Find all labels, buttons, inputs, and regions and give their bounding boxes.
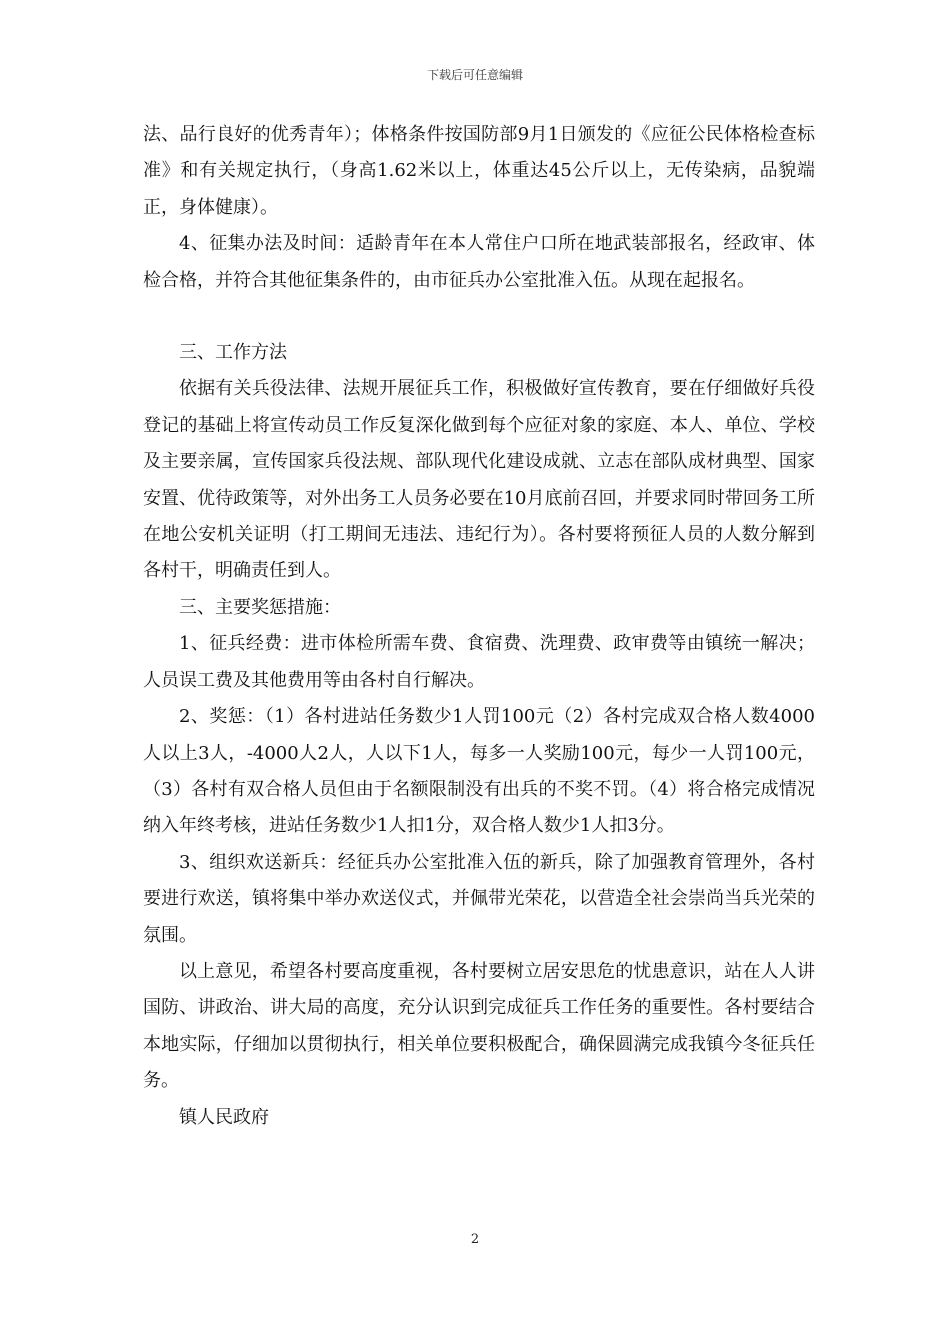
paragraph-recruitment-method: 4、征集办法及时间：适龄青年在本人常住户口所在地武装部报名，经政审、体检合格，并符合其他征集条件的，由市征兵办公室批准入伍。从现在起报名。: [143, 233, 815, 291]
section-heading-rewards: 三、主要奖惩措施：: [179, 596, 341, 618]
paragraph-conclusion: 以上意见，希望各村要高度重视，各村要树立居安思危的忧患意识，站在人人讲国防、讲政治、讲大局的高度，充分认识到完成征兵工作任务的重要性。各村要结合本地实际，仔细加以贯彻执行，相关单位要积极配合，确保圆满完成我镇今冬征兵任务。: [143, 960, 815, 1092]
document-body: [143, 117, 815, 1136]
paragraph-funding: 1、征兵经费：进市体检所需车费、食宿费、洗理费、政审费等由镇统一解决；人员误工费及其他费用等由各村自行解决。: [143, 633, 815, 691]
paragraph-rewards-penalties: 2、奖惩：（1）各村进站任务数少1人罚100元（2）各村完成双合格人数4000人以上3人，-4000人2人，人以下1人，每多一人奖励100元，每少一人罚100元，（3）各村有双合格人员但由于名额限制没有出兵的不奖不罚。（4）将合格完成情况纳入年终考核，进站任务数少1人扣1分，双合格人数少1人扣3分。: [143, 706, 815, 837]
section-heading-work-method: 三、工作方法: [179, 342, 287, 364]
paragraph-eligibility-continued: 法、品行良好的优秀青年）；体格条件按国防部9月1日颁发的《应征公民体格检查标准》和有关规定执行，（身高1.62米以上，体重达45公斤以上，无传染病，品貌端正，身体健康）。: [143, 124, 815, 218]
page-header-note: 下载后可任意编辑: [426, 68, 523, 82]
page-number: 2: [470, 1232, 480, 1247]
paragraph-send-off: 3、组织欢送新兵：经征兵办公室批准入伍的新兵，除了加强教育管理外，各村要进行欢送，镇将集中举办欢送仪式，并佩带光荣花，以营造全社会崇尚当兵光荣的氛围。: [143, 851, 815, 946]
signature-issuer: 镇人民政府: [179, 1106, 269, 1128]
paragraph-work-method: 依据有关兵役法律、法规开展征兵工作，积极做好宣传教育，要在仔细做好兵役登记的基础上将宣传动员工作反复深化做到每个应征对象的家庭、本人、单位、学校及主要亲属，宣传国家兵役法规、部队现代化建设成就、立志在部队成材典型、国家安置、优待政策等，对外出务工人员务必要在10月底前召回，并要求同时带回务工所在地公安机关证明（打工期间无违法、违纪行为）。各村要将预征人员的人数分解到各村干，明确责任到人。: [143, 378, 815, 582]
paragraph-spacer: [143, 299, 815, 335]
